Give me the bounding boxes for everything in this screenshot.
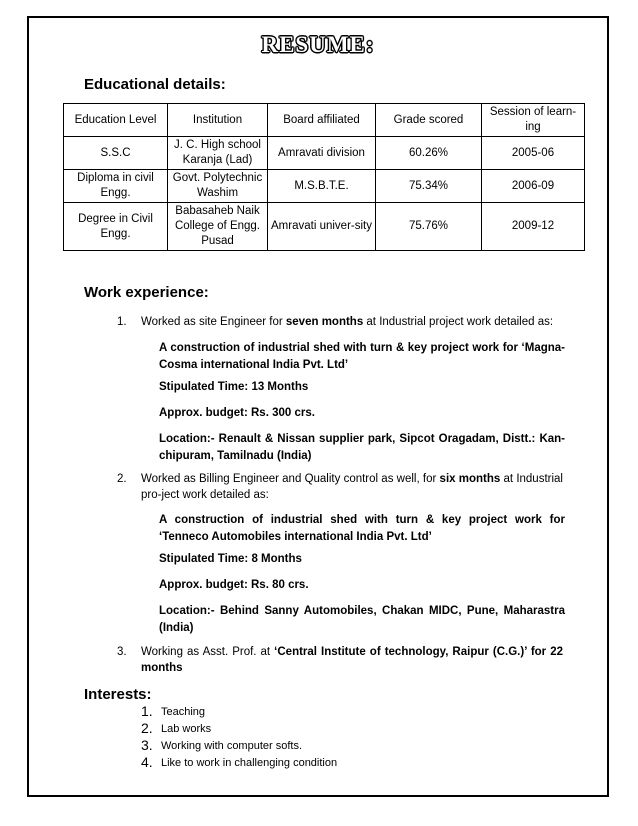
table-cell: 75.34% [376,170,482,203]
table-row [64,203,585,251]
education-heading: Educational details: [84,76,226,93]
table-cell: 75.76% [376,203,482,251]
resume-title: RESUME: [261,32,375,57]
table-cell: Govt. Polytechnic Washim [168,170,268,203]
col-grade-scored: Grade scored [376,104,482,137]
table-cell: 2006-09 [482,170,585,203]
list-number: 1. [117,316,127,328]
col-institution: Institution [168,104,268,137]
table-row [64,137,585,170]
table-cell: Degree in Civil Engg. [64,203,168,251]
table-cell: 2009-12 [482,203,585,251]
interest-text: Like to work in challenging condition [161,757,338,769]
interest-text: Lab works [161,723,212,735]
project-budget-2: Approx. budget: Rs. 80 crs. [159,579,309,591]
table-cell: Amravati univer-sity [268,203,376,251]
resume-page [27,16,609,797]
project-time-2: Stipulated Time: 8 Months [159,553,302,565]
education-table [63,103,585,251]
project-title-2: A construction of industrial shed with turn & key project work for ‘Tenneco Automobiles international India Pvt. Ltd’ [159,514,565,543]
project-budget-1: Approx. budget: Rs. 300 crs. [159,407,315,419]
work-heading: Work experience: [84,284,209,301]
table-row [64,170,585,203]
project-time-1: Stipulated Time: 13 Months [159,381,309,393]
list-number: 3. [117,646,127,658]
interest-text: Teaching [161,706,206,718]
col-session: Session of learn-ing [482,104,585,137]
table-header-row [64,104,585,137]
list-number: 4. [141,754,153,770]
col-education-level: Education Level [64,104,168,137]
table-cell: S.S.C [64,137,168,170]
table-cell: M.S.B.T.E. [268,170,376,203]
col-board-affiliated: Board affiliated [268,104,376,137]
table-cell: 60.26% [376,137,482,170]
project-location-1: Location:- Renault & Nissan supplier park, Sipcot Oragadam, Distt.: Kan-chipuram, Tamilnadu (India) [159,433,565,462]
list-number: 3. [141,737,153,753]
project-location-2: Location:- Behind Sanny Automobiles, Chakan MIDC, Pune, Maharastra (India) [159,605,565,634]
work-description: Worked as Billing Engineer and Quality control as well, for six months at Industrial pro-ject work detailed as: [141,473,563,501]
table-cell: 2005-06 [482,137,585,170]
table-cell: Babasaheb Naik College of Engg. Pusad [168,203,268,251]
work-description: Worked as site Engineer for seven months at Industrial project work detailed as: [141,316,554,328]
interests-heading: Interests: [84,686,152,703]
interest-text: Working with computer softs. [161,740,303,752]
work-description: Working as Asst. Prof. at ‘Central Institute of technology, Raipur (C.G.)’ for 22 months [141,646,563,674]
table-cell: Diploma in civil Engg. [64,170,168,203]
list-number: 2. [117,473,127,485]
table-cell: J. C. High school Karanja (Lad) [168,137,268,170]
project-title-1: A construction of industrial shed with turn & key project work for ‘Magna-Cosma international India Pvt. Ltd’ [159,342,565,371]
list-number: 2. [141,720,153,736]
list-number: 1. [141,703,153,719]
table-cell: Amravati division [268,137,376,170]
